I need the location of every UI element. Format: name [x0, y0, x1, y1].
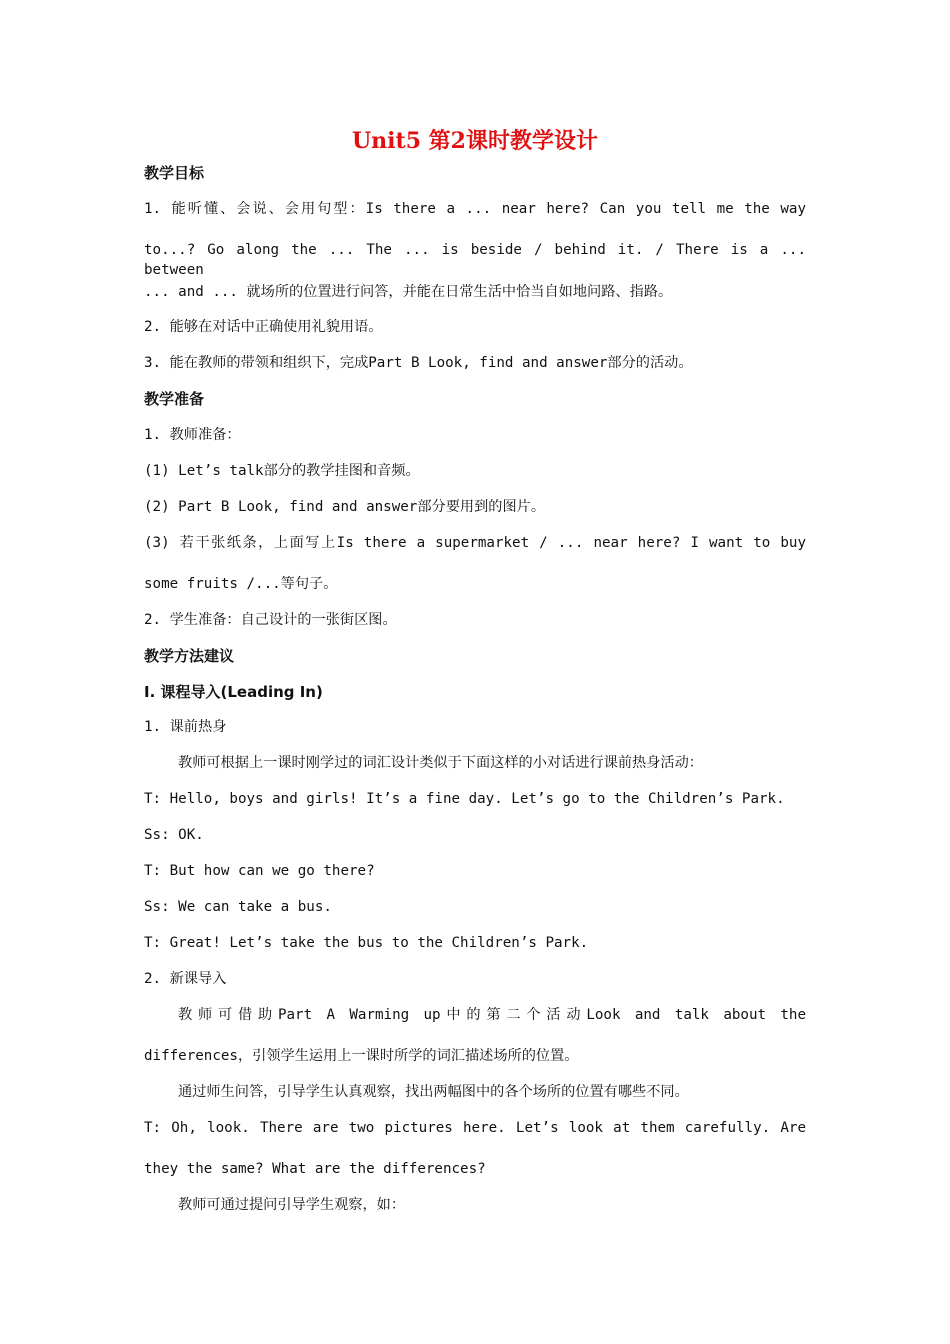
new-lesson-para-1-line-2: differences，引领学生运用上一课时所学的词汇描述场所的位置。	[144, 1048, 579, 1064]
teacher-line-1: T: Oh, look. There are two pictures here. Let’s look at them carefully. Are	[144, 1120, 806, 1136]
new-lesson-para-2: 通过师生问答，引导学生认真观察，找出两幅图中的各个场所的位置有哪些不同。	[178, 1084, 689, 1100]
dialogue-line-4: Ss: We can take a bus.	[144, 899, 332, 915]
dialogue-line-3: T: But how can we go there?	[144, 863, 375, 879]
new-lesson-heading: 2. 新课导入	[144, 971, 227, 987]
warmup-heading: 1. 课前热身	[144, 719, 227, 735]
objective-1-line-1: 1. 能听懂、会说、会用句型：Is there a ... near here? Can you tell me the way	[144, 201, 806, 217]
objective-3: 3. 能在教师的带领和组织下，完成Part B Look, find and answer部分的活动。	[144, 355, 693, 371]
new-lesson-para-3: 教师可通过提问引导学生观察，如：	[178, 1197, 406, 1213]
prep-student: 2. 学生准备：自己设计的一张街区图。	[144, 612, 397, 628]
warmup-intro: 教师可根据上一课时刚学过的词汇设计类似于下面这样的小对话进行课前热身活动：	[178, 755, 703, 771]
subsection-heading-leading-in: I. 课程导入(Leading In)	[144, 683, 323, 701]
dialogue-line-1: T: Hello, boys and girls! It’s a fine day. Let’s go to the Children’s Park.	[144, 791, 785, 807]
dialogue-line-2: Ss: OK.	[144, 827, 204, 843]
objective-1-line-2: to...? Go along the ... The ... is beside / behind it. / There is a ... between	[144, 242, 806, 278]
prep-item-3-line-1: (3) 若干张纸条，上面写上Is there a supermarket / ... near here? I want to buy	[144, 535, 806, 551]
section-heading-preparation: 教学准备	[144, 390, 205, 408]
prep-teacher: 1. 教师准备：	[144, 427, 241, 443]
teacher-line-2: they the same? What are the differences?	[144, 1161, 486, 1177]
prep-item-1: (1) Let’s talk部分的教学挂图和音频。	[144, 463, 420, 479]
section-heading-objectives: 教学目标	[144, 164, 205, 182]
document-title: Unit5 第2课时教学设计	[352, 128, 598, 154]
new-lesson-para-1-line-1: 教师可借助Part A Warming up中的第二个活动Look and talk about the	[178, 1007, 806, 1023]
objective-1-line-3: ... and ... 就场所的位置进行问答，并能在日常生活中恰当自如地问路、指路。	[144, 284, 673, 300]
objective-2: 2. 能够在对话中正确使用礼貌用语。	[144, 319, 383, 335]
prep-item-2: (2) Part B Look, find and answer部分要用到的图片。	[144, 499, 546, 515]
dialogue-line-5: T: Great! Let’s take the bus to the Children’s Park.	[144, 935, 589, 951]
section-heading-methods: 教学方法建议	[144, 647, 235, 665]
prep-item-3-line-2: some fruits /...等句子。	[144, 576, 338, 592]
